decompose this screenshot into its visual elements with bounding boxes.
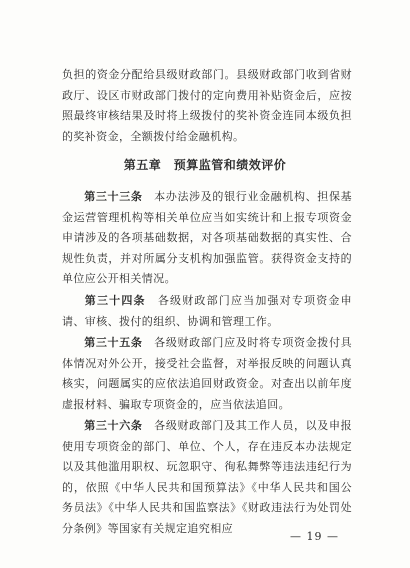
article-36-body: 各级财政部门及其工作人员，以及申报使用专项资金的部门、单位、个人，存在违反本办法规定以及其他滥用职权、玩忽职守、徇私舞弊等违法违纪行为的，依照《中华人民共和国预算法》《中华人民共和国公务员法》《中华人民共和国监察法》《财政违法行为处罚处分条例》等国家有关规定追究相应 [62,419,352,535]
article-36 [62,416,352,539]
article-34 [62,291,352,332]
article-35 [62,333,352,415]
paragraph-continuation: 负担的资金分配给县级财政部门。县级财政部门收到省财政厅、设区市财政部门拨付的定向费用补贴资金后，应按照最终审核结果及时将上级拨付的奖补资金连同本级负担的奖补资金，全额拨付给金融机构。 [62,68,352,143]
article-34-body: 各级财政部门应当加强对专项资金申请、审核、拨付的组织、协调和管理工作。 [62,294,352,328]
chapter-title: 第五章 预算监管和绩效评价 [123,158,287,172]
page-number: — 19 — [290,530,339,543]
article-35-body: 各级财政部门应及时将专项资金拨付具体情况对外公开，接受社会监督，对举报反映的问题认真核实，问题属实的应依法追回财政资金。对查出以前年度虚报材料、骗取专项资金的，应当依法追回。 [62,336,352,411]
article-33 [62,187,352,290]
article-36-heading: 第三十六条 [84,419,143,432]
article-35-heading: 第三十五条 [84,336,143,349]
article-34-heading: 第三十四条 [84,294,146,307]
article-33-heading: 第三十三条 [84,190,143,203]
article-33-body: 本办法涉及的银行业金融机构、担保基金运营管理机构等相关单位应当如实统计和上报专项资金申请涉及的各项基础数据，对各项基础数据的真实性、合规性负责，并对所属分支机构加强监管。获得资金支持的单位应公开相关情况。 [62,190,352,285]
